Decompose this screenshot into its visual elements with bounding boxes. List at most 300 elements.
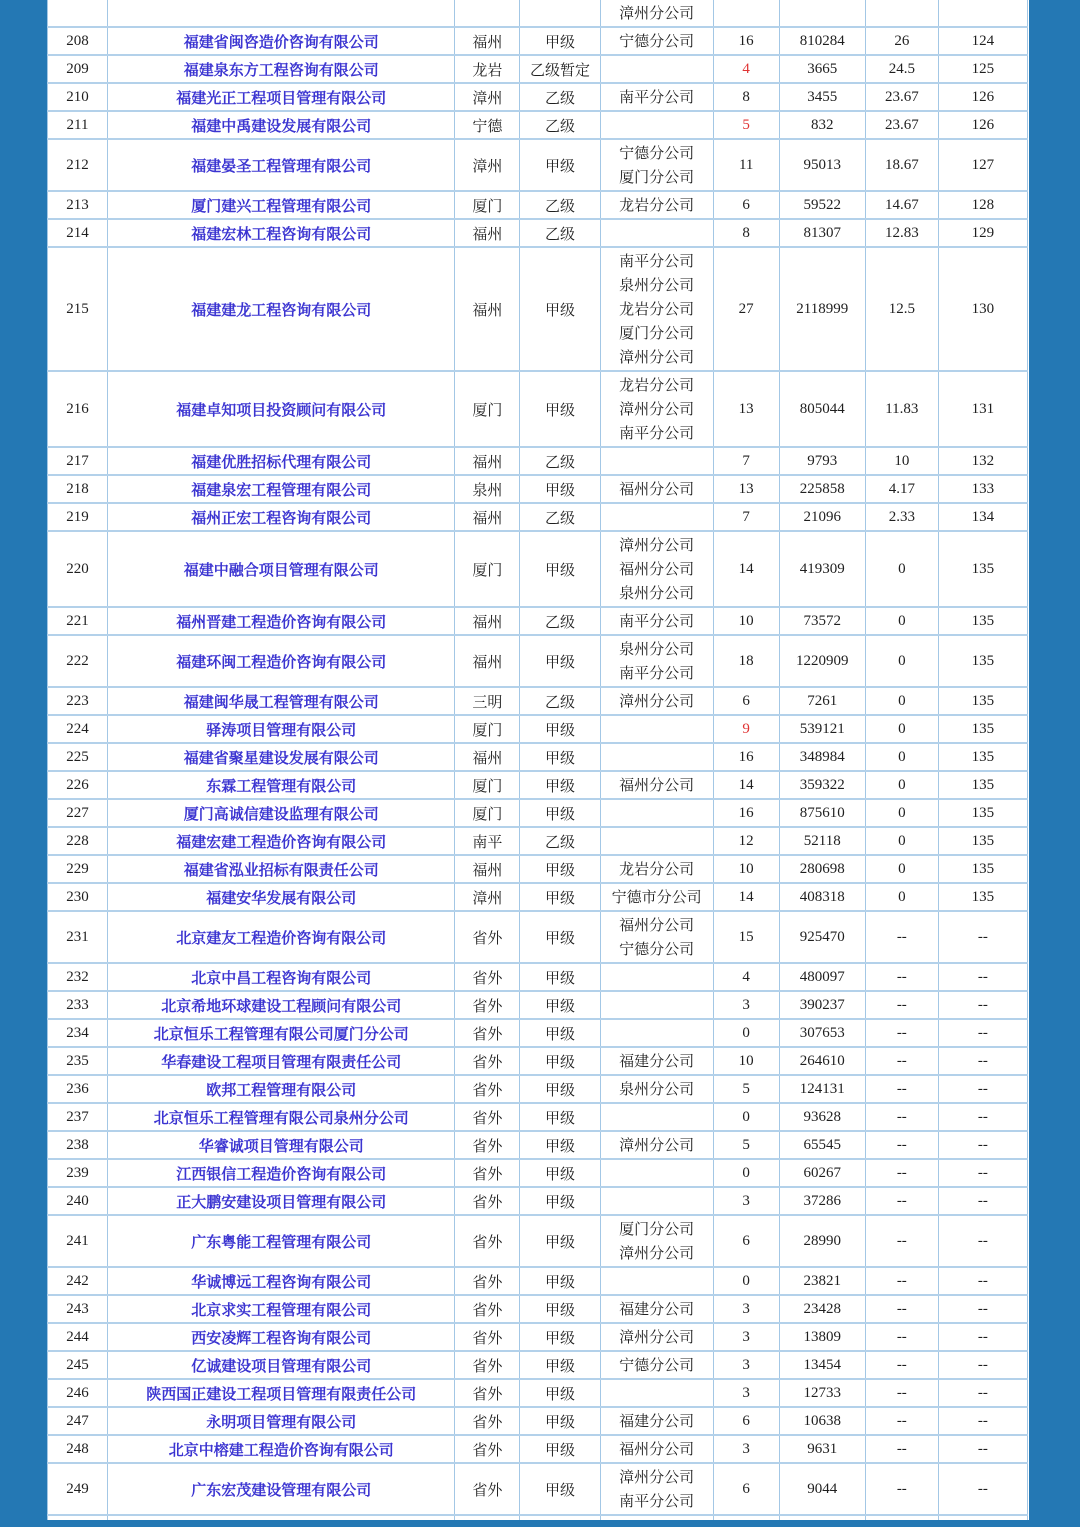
company-city: 漳州 xyxy=(472,88,503,107)
count-value: 6 xyxy=(742,1480,750,1497)
row-number: 226 xyxy=(66,776,89,793)
row-number-cell xyxy=(48,1323,108,1351)
score-cell xyxy=(865,855,938,883)
branch-name: 福州分公司 xyxy=(619,480,695,498)
row-number-cell xyxy=(48,83,108,111)
company-branches-cell xyxy=(600,607,713,635)
count-value: 5 xyxy=(742,116,750,133)
company-city-cell xyxy=(455,1435,520,1463)
branch-name: 南平分公司 xyxy=(619,252,695,270)
rank-cell xyxy=(938,855,1027,883)
count-value: 6 xyxy=(742,1232,750,1249)
row-number: 211 xyxy=(66,116,89,133)
count-value: 16 xyxy=(738,748,754,765)
row-number-cell xyxy=(48,191,108,219)
company-grade-cell xyxy=(520,1159,600,1187)
company-city-cell xyxy=(455,447,520,475)
amount-cell xyxy=(779,1103,865,1131)
score-value: 0 xyxy=(898,860,906,877)
company-city: 漳州 xyxy=(472,888,503,907)
company-name-link[interactable]: 驿涛项目管理有限公司 xyxy=(206,720,357,739)
rank-value: 131 xyxy=(971,400,995,417)
company-name-cell xyxy=(108,991,455,1019)
company-name-cell xyxy=(108,1407,455,1435)
company-name-link[interactable]: 厦门高诚信建设监理有限公司 xyxy=(183,804,379,823)
amount-value: 124131 xyxy=(799,1080,845,1097)
rank-value: 132 xyxy=(971,452,995,469)
count-value: 0 xyxy=(742,1108,750,1125)
rank-value: 135 xyxy=(971,748,995,765)
row-number-cell xyxy=(48,1379,108,1407)
score-cell xyxy=(865,531,938,607)
rank-cell xyxy=(938,371,1027,447)
company-branches-cell xyxy=(600,1323,713,1351)
company-name-link[interactable]: 福建优胜招标代理有限公司 xyxy=(191,452,372,471)
company-grade-cell xyxy=(520,219,600,247)
company-name-link[interactable]: 华春建设工程项目管理有限责任公司 xyxy=(161,1052,402,1071)
amount-cell xyxy=(779,139,865,191)
company-city: 龙岩 xyxy=(472,60,503,79)
rank-value: 135 xyxy=(971,720,995,737)
company-name-link[interactable]: 福建宏林工程咨询有限公司 xyxy=(191,224,372,243)
company-grade: 甲级 xyxy=(544,1232,575,1251)
rank-cell xyxy=(938,27,1027,55)
score-cell xyxy=(865,1187,938,1215)
count-value: 8 xyxy=(742,88,750,105)
company-grade: 甲级 xyxy=(544,968,575,987)
rank-cell xyxy=(938,1295,1027,1323)
company-grade: 甲级 xyxy=(544,32,575,51)
branch-name: 宁德市分公司 xyxy=(611,888,702,906)
company-grade: 甲级 xyxy=(544,1412,575,1431)
branch-name: 南平分公司 xyxy=(619,664,695,682)
company-name-link[interactable]: 北京希地环球建设工程顾问有限公司 xyxy=(161,996,402,1015)
row-number: 248 xyxy=(66,1440,89,1457)
row-number-cell xyxy=(48,139,108,191)
company-name-link[interactable]: 福建闽华晟工程管理有限公司 xyxy=(183,692,379,711)
company-grade-cell xyxy=(520,827,600,855)
company-grade: 甲级 xyxy=(544,1440,575,1459)
rank-value: 134 xyxy=(971,508,995,525)
company-grade-cell xyxy=(520,991,600,1019)
company-city-cell xyxy=(455,991,520,1019)
company-name-link[interactable]: 福建中禹建设发展有限公司 xyxy=(191,116,372,135)
score-cell xyxy=(865,219,938,247)
branch-name: 南平分公司 xyxy=(619,88,695,106)
count-cell xyxy=(713,963,779,991)
row-number: 244 xyxy=(66,1328,89,1345)
company-name-link[interactable]: 福建省闽咨造价咨询有限公司 xyxy=(183,32,379,51)
company-grade-cell xyxy=(520,1463,600,1515)
score-cell xyxy=(865,743,938,771)
rank-value: 126 xyxy=(971,116,995,133)
company-grade: 甲级 xyxy=(544,804,575,823)
company-name-link[interactable]: 福建省泓业招标有限责任公司 xyxy=(183,860,379,879)
company-city: 南平 xyxy=(472,832,503,851)
rank-cell xyxy=(938,139,1027,191)
amount-value: 1220909 xyxy=(795,652,849,669)
amount-cell xyxy=(779,799,865,827)
row-number-cell xyxy=(48,531,108,607)
company-branches-cell xyxy=(600,1379,713,1407)
table-row xyxy=(48,1103,1028,1131)
row-number-cell xyxy=(48,827,108,855)
score-cell xyxy=(865,883,938,911)
amount-value: 408318 xyxy=(799,888,845,905)
branch-name: 龙岩分公司 xyxy=(619,300,695,318)
company-name-link[interactable]: 北京中昌工程咨询有限公司 xyxy=(191,968,372,987)
count-cell xyxy=(713,191,779,219)
amount-cell xyxy=(779,1187,865,1215)
company-name-link[interactable]: 江西银信工程造价咨询有限公司 xyxy=(176,1164,387,1183)
company-branches-cell xyxy=(600,0,713,27)
company-grade: 甲级 xyxy=(544,1356,575,1375)
table-row xyxy=(48,771,1028,799)
row-number-cell xyxy=(48,1131,108,1159)
company-branches-cell xyxy=(600,27,713,55)
rank-cell xyxy=(938,247,1027,371)
company-name-link[interactable]: 福建中融合项目管理有限公司 xyxy=(183,560,379,579)
count-cell xyxy=(713,1075,779,1103)
count-cell xyxy=(713,635,779,687)
branch-name: 宁德分公司 xyxy=(619,1356,695,1374)
count-value: 14 xyxy=(738,560,754,577)
score-value: -- xyxy=(896,1272,907,1289)
company-name-cell xyxy=(108,1215,455,1267)
company-grade-cell xyxy=(520,1407,600,1435)
row-number: 247 xyxy=(66,1412,89,1429)
row-number: 224 xyxy=(66,720,89,737)
rank-value: -- xyxy=(977,1412,988,1429)
company-city-cell xyxy=(455,855,520,883)
amount-value: 73572 xyxy=(803,612,841,629)
rank-cell xyxy=(938,635,1027,687)
company-branches-cell xyxy=(600,1019,713,1047)
row-number: 209 xyxy=(66,60,89,77)
row-number-cell xyxy=(48,687,108,715)
company-name-link[interactable]: 福州正宏工程咨询有限公司 xyxy=(191,508,372,527)
score-value: 4.17 xyxy=(888,480,915,497)
score-cell xyxy=(865,799,938,827)
company-name-link[interactable]: 福州晋建工程造价咨询有限公司 xyxy=(176,612,387,631)
company-name-link[interactable]: 福建宏建工程造价咨询有限公司 xyxy=(176,832,387,851)
company-city-cell xyxy=(455,1515,520,1520)
row-number: 230 xyxy=(66,888,89,905)
company-city: 福州 xyxy=(472,652,503,671)
row-number-cell xyxy=(48,1351,108,1379)
branch-name: 龙岩分公司 xyxy=(619,860,695,878)
amount-cell xyxy=(779,111,865,139)
count-cell xyxy=(713,1463,779,1515)
amount-cell xyxy=(779,1351,865,1379)
company-branches-cell xyxy=(600,1047,713,1075)
rank-cell xyxy=(938,799,1027,827)
company-name-link[interactable]: 北京恒乐工程管理有限公司厦门分公司 xyxy=(153,1024,409,1043)
row-number-cell xyxy=(48,247,108,371)
branch-name: 厦门分公司 xyxy=(619,168,695,186)
company-name-link[interactable]: 华诚博远工程咨询有限公司 xyxy=(191,1272,372,1291)
amount-cell xyxy=(779,1463,865,1515)
company-name-link[interactable]: 福建安华发展有限公司 xyxy=(206,888,357,907)
count-cell xyxy=(713,475,779,503)
company-grade: 甲级 xyxy=(544,888,575,907)
company-branches-cell xyxy=(600,1215,713,1267)
company-branches-cell xyxy=(600,371,713,447)
rank-value: -- xyxy=(977,1136,988,1153)
rank-cell xyxy=(938,963,1027,991)
amount-value: 9793 xyxy=(807,452,838,469)
company-name-link[interactable]: 福建光正工程项目管理有限公司 xyxy=(176,88,387,107)
count-value: 3 xyxy=(742,996,750,1013)
rank-cell xyxy=(938,0,1027,27)
amount-value: 9631 xyxy=(807,1440,838,1457)
row-number: 235 xyxy=(66,1052,89,1069)
count-value: 13 xyxy=(738,480,754,497)
company-grade-cell xyxy=(520,1351,600,1379)
company-name-link[interactable]: 正大鹏安建设项目管理有限公司 xyxy=(176,1192,387,1211)
company-name-link[interactable]: 北京建友工程造价咨询有限公司 xyxy=(176,928,387,947)
table-row xyxy=(48,687,1028,715)
count-cell xyxy=(713,1295,779,1323)
row-number: 243 xyxy=(66,1300,89,1317)
company-grade-cell xyxy=(520,0,600,27)
score-value: 24.5 xyxy=(888,60,915,77)
row-number-cell xyxy=(48,743,108,771)
row-number: 216 xyxy=(66,400,89,417)
count-value: 14 xyxy=(738,776,754,793)
company-city-cell xyxy=(455,503,520,531)
branch-name: 漳州分公司 xyxy=(619,400,695,418)
table-row xyxy=(48,475,1028,503)
score-cell xyxy=(865,1047,938,1075)
rank-cell xyxy=(938,475,1027,503)
company-name-cell xyxy=(108,1047,455,1075)
table-row xyxy=(48,855,1028,883)
company-grade-cell xyxy=(520,139,600,191)
table-row xyxy=(48,1159,1028,1187)
score-value: 18.67 xyxy=(884,156,919,173)
company-name-link[interactable]: 福建环闽工程造价咨询有限公司 xyxy=(176,652,387,671)
count-cell xyxy=(713,447,779,475)
company-grade-cell xyxy=(520,27,600,55)
company-name-link[interactable]: 福建建龙工程咨询有限公司 xyxy=(191,300,372,319)
company-branches-cell xyxy=(600,911,713,963)
row-number: 210 xyxy=(66,88,89,105)
company-name-link[interactable]: 福建晏圣工程管理有限公司 xyxy=(191,156,372,175)
company-name-cell xyxy=(108,1103,455,1131)
company-name-link[interactable]: 厦门建兴工程管理有限公司 xyxy=(191,196,372,215)
branch-name: 漳州分公司 xyxy=(619,692,695,710)
score-value: -- xyxy=(896,1136,907,1153)
company-city: 福州 xyxy=(472,224,503,243)
company-name-link[interactable]: 福建省聚星建设发展有限公司 xyxy=(183,748,379,767)
company-city-cell xyxy=(455,1159,520,1187)
company-name-link[interactable]: 陕西国正建设工程项目管理有限责任公司 xyxy=(146,1384,417,1403)
score-value: 0 xyxy=(898,804,906,821)
count-value: 13 xyxy=(738,400,754,417)
company-city: 省外 xyxy=(472,1164,503,1183)
company-name-link[interactable]: 西安凌辉工程咨询有限公司 xyxy=(191,1328,372,1347)
company-name-link[interactable]: 广东粤能工程管理有限公司 xyxy=(191,1232,372,1251)
amount-cell xyxy=(779,1435,865,1463)
row-number: 233 xyxy=(66,996,89,1013)
table-row xyxy=(48,1351,1028,1379)
score-value: 0 xyxy=(898,652,906,669)
company-name-link[interactable]: 东霖工程管理有限公司 xyxy=(206,776,357,795)
table-row xyxy=(48,715,1028,743)
rank-cell xyxy=(938,771,1027,799)
company-city-cell xyxy=(455,1075,520,1103)
row-number: 246 xyxy=(66,1384,89,1401)
company-name-link[interactable]: 永明项目管理有限公司 xyxy=(206,1412,357,1431)
score-cell xyxy=(865,55,938,83)
company-name-cell xyxy=(108,799,455,827)
count-cell xyxy=(713,1215,779,1267)
amount-value: 539121 xyxy=(799,720,845,737)
count-cell xyxy=(713,1435,779,1463)
company-city: 福州 xyxy=(472,452,503,471)
row-number: 245 xyxy=(66,1356,89,1373)
rank-value: 129 xyxy=(971,224,995,241)
company-city: 厦门 xyxy=(472,720,503,739)
table-row xyxy=(48,219,1028,247)
company-name-cell xyxy=(108,1131,455,1159)
rank-cell xyxy=(938,1407,1027,1435)
count-value: 10 xyxy=(738,1052,754,1069)
rank-value: -- xyxy=(977,1192,988,1209)
rank-value: -- xyxy=(977,928,988,945)
company-branches-cell xyxy=(600,827,713,855)
amount-value: 12733 xyxy=(803,1384,841,1401)
company-name-link[interactable]: 亿诚建设项目管理有限公司 xyxy=(191,1356,372,1375)
count-value: 5 xyxy=(742,1136,750,1153)
count-value: 8 xyxy=(742,224,750,241)
amount-cell xyxy=(779,771,865,799)
company-grade: 甲级 xyxy=(544,1052,575,1071)
amount-value: 23428 xyxy=(803,1300,841,1317)
score-value: 0 xyxy=(898,612,906,629)
company-grade: 乙级 xyxy=(544,452,575,471)
score-value: 23.67 xyxy=(884,116,919,133)
table-row xyxy=(48,607,1028,635)
score-value: 12.5 xyxy=(888,300,915,317)
company-grade-cell xyxy=(520,1295,600,1323)
company-name-link[interactable]: 福建泉东方工程咨询有限公司 xyxy=(183,60,379,79)
amount-cell xyxy=(779,55,865,83)
company-name-cell xyxy=(108,503,455,531)
row-number: 220 xyxy=(66,560,89,577)
score-cell xyxy=(865,911,938,963)
company-name-link[interactable]: 华睿诚项目管理有限公司 xyxy=(198,1136,364,1155)
row-number-cell xyxy=(48,1435,108,1463)
amount-value: 832 xyxy=(810,116,834,133)
rank-cell xyxy=(938,1075,1027,1103)
count-cell xyxy=(713,55,779,83)
score-cell xyxy=(865,827,938,855)
row-number-cell xyxy=(48,219,108,247)
count-cell xyxy=(713,1515,779,1520)
score-value: 0 xyxy=(898,720,906,737)
table-row xyxy=(48,0,1028,27)
company-name-link[interactable]: 欧邦工程管理有限公司 xyxy=(206,1080,357,1099)
score-cell xyxy=(865,1103,938,1131)
row-number-cell xyxy=(48,715,108,743)
company-grade-cell xyxy=(520,247,600,371)
company-name-link[interactable]: 北京求实工程管理有限公司 xyxy=(191,1300,372,1319)
count-value: 5 xyxy=(742,1080,750,1097)
amount-cell xyxy=(779,83,865,111)
count-cell xyxy=(713,503,779,531)
branch-name: 泉州分公司 xyxy=(619,584,695,602)
rank-cell xyxy=(938,1103,1027,1131)
count-cell xyxy=(713,715,779,743)
amount-cell xyxy=(779,1159,865,1187)
branch-name: 漳州分公司 xyxy=(619,536,695,554)
company-city-cell xyxy=(455,1463,520,1515)
company-name-link[interactable]: 福建卓知项目投资顾问有限公司 xyxy=(176,400,387,419)
count-value: 3 xyxy=(742,1384,750,1401)
score-cell xyxy=(865,1407,938,1435)
amount-cell xyxy=(779,1515,865,1520)
score-cell xyxy=(865,191,938,219)
row-number-cell xyxy=(48,27,108,55)
count-value: 0 xyxy=(742,1272,750,1289)
company-grade-cell xyxy=(520,743,600,771)
row-number-cell xyxy=(48,0,108,27)
company-city: 厦门 xyxy=(472,196,503,215)
company-grade-cell xyxy=(520,911,600,963)
branch-name: 福州分公司 xyxy=(619,916,695,934)
company-name-link[interactable]: 广东宏茂建设管理有限公司 xyxy=(191,1480,372,1499)
score-value: 14.67 xyxy=(884,196,919,213)
amount-cell xyxy=(779,1267,865,1295)
rank-value: 135 xyxy=(971,832,995,849)
score-value: -- xyxy=(896,1412,907,1429)
score-cell xyxy=(865,1435,938,1463)
company-name-link[interactable]: 北京恒乐工程管理有限公司泉州分公司 xyxy=(153,1108,409,1127)
row-number-cell xyxy=(48,883,108,911)
company-name-link[interactable]: 北京中榕建工程造价咨询有限公司 xyxy=(168,1440,394,1459)
score-cell xyxy=(865,771,938,799)
company-name-cell xyxy=(108,1435,455,1463)
company-grade: 甲级 xyxy=(544,1136,575,1155)
row-number-cell xyxy=(48,911,108,963)
company-grade: 甲级 xyxy=(544,156,575,175)
table-row xyxy=(48,1463,1028,1515)
row-number-cell xyxy=(48,447,108,475)
company-city-cell xyxy=(455,1323,520,1351)
rank-cell xyxy=(938,715,1027,743)
count-value: 9 xyxy=(742,720,750,737)
row-number: 241 xyxy=(66,1232,89,1249)
company-city: 厦门 xyxy=(472,400,503,419)
score-value: 0 xyxy=(898,888,906,905)
row-number: 222 xyxy=(66,652,89,669)
count-value: 6 xyxy=(742,1412,750,1429)
count-value: 6 xyxy=(742,692,750,709)
amount-cell xyxy=(779,191,865,219)
company-grade-cell xyxy=(520,963,600,991)
company-branches-cell xyxy=(600,687,713,715)
table-row xyxy=(48,1019,1028,1047)
score-value: 0 xyxy=(898,748,906,765)
row-number: 232 xyxy=(66,968,89,985)
company-city-cell xyxy=(455,743,520,771)
company-name-link[interactable]: 福建泉宏工程管理有限公司 xyxy=(191,480,372,499)
rank-cell xyxy=(938,1159,1027,1187)
rank-cell xyxy=(938,1379,1027,1407)
score-value: -- xyxy=(896,1328,907,1345)
